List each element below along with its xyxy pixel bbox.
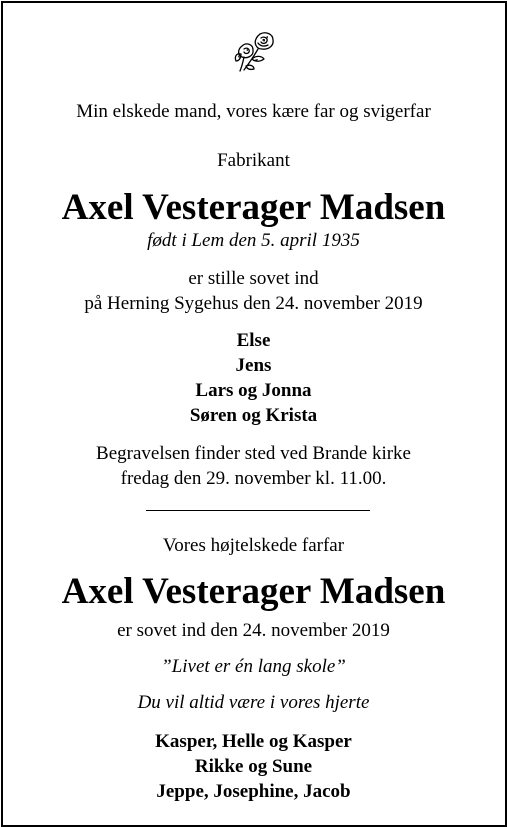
divider bbox=[146, 510, 370, 511]
funeral-line-1: Begravelsen finder sted ved Brande kirke bbox=[96, 443, 411, 464]
title-text: Fabrikant bbox=[217, 150, 290, 171]
grandchildren-name: Jeppe, Josephine, Jacob bbox=[156, 781, 351, 802]
grandchildren-name: Rikke og Sune bbox=[194, 756, 313, 777]
birth-text: født i Lem den 5. april 1935 bbox=[147, 230, 360, 251]
passed-text-2: er sovet ind den 24. november 2019 bbox=[117, 620, 390, 641]
rose-icon bbox=[230, 28, 278, 74]
funeral-line-2: fredag den 29. november kl. 11.00. bbox=[120, 468, 387, 489]
grandchildren-name: Kasper, Helle og Kasper bbox=[155, 731, 352, 752]
family-name: Jens bbox=[235, 355, 272, 376]
heart-text: Du vil altid være i vores hjerte bbox=[137, 692, 370, 713]
family-name: Else bbox=[236, 330, 271, 351]
quote-text: ”Livet er én lang skole” bbox=[161, 656, 346, 677]
family-name: Søren og Krista bbox=[189, 405, 318, 426]
deceased-name-2: Axel Vesterager Madsen bbox=[61, 571, 446, 612]
intro-text-2: Vores højtelskede farfar bbox=[162, 535, 345, 556]
passed-line-2: på Herning Sygehus den 24. november 2019 bbox=[84, 293, 423, 314]
intro-text: Min elskede mand, vores kære far og svigerfar bbox=[76, 101, 431, 122]
deceased-name: Axel Vesterager Madsen bbox=[61, 187, 446, 228]
family-name: Lars og Jonna bbox=[195, 380, 312, 401]
passed-line-1: er stille sovet ind bbox=[188, 268, 319, 289]
